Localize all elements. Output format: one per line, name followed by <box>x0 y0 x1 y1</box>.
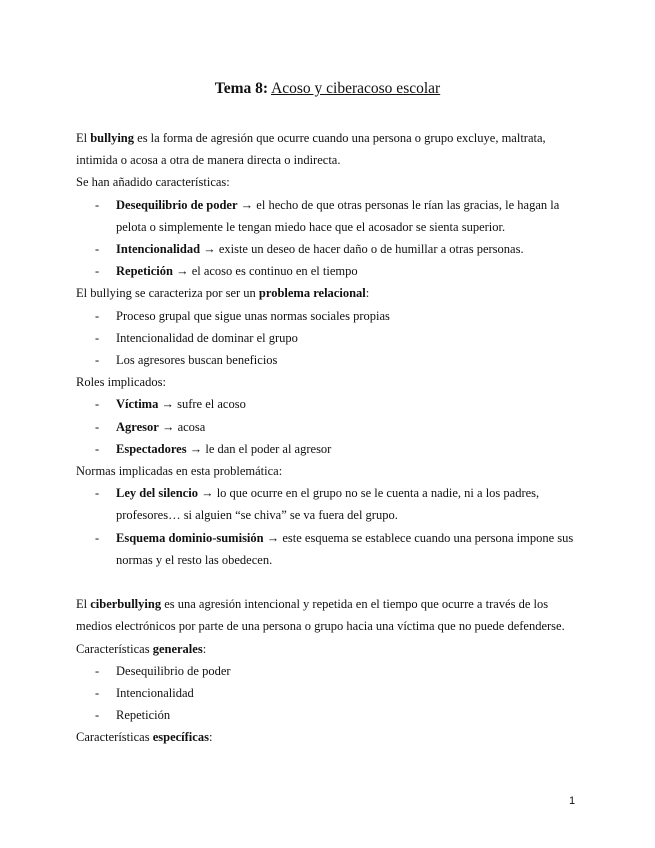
list-item <box>76 305 576 327</box>
roles-list <box>76 393 576 460</box>
item-text: Los agresores buscan beneficios <box>116 353 278 368</box>
text-run: El <box>76 597 91 612</box>
relational-list <box>76 305 576 372</box>
item-term: Ley del silencio <box>116 486 198 501</box>
dash-bullet: - <box>95 353 100 368</box>
characteristics-heading: Se han añadido características: <box>76 175 230 190</box>
item-text: → existe un deseo de hacer daño o de humillar a otras personas. <box>200 242 524 257</box>
specific-characteristics-heading <box>76 726 576 748</box>
item-text: → lo que ocurre en el grupo no se le cuenta a nadie, ni a los padres, profesores… si alguien “se chiva” se va fuera del grupo. <box>116 486 540 523</box>
text-run: El bullying se caracteriza por ser un <box>76 286 259 301</box>
list-item <box>76 482 576 526</box>
dash-bullet: - <box>95 441 100 456</box>
text-run: : <box>365 286 370 301</box>
item-text: → el hecho de que otras personas le rían las gracias, le hagan la pelota o simplemente le tengan miedo hace que el acosador se sienta superior. <box>116 197 560 234</box>
term-generales: generales <box>152 641 203 656</box>
item-term: Víctima <box>116 397 159 412</box>
dash-bullet: - <box>95 686 100 701</box>
list-item <box>76 660 576 682</box>
item-text: → acosa <box>158 419 206 434</box>
item-term: Esquema dominio-sumisión <box>116 530 264 545</box>
text-run: Características <box>76 641 153 656</box>
list-item <box>76 260 576 282</box>
dash-bullet: - <box>95 708 100 723</box>
dash-bullet: - <box>95 308 100 323</box>
list-item <box>76 349 576 371</box>
item-text: → el acoso es continuo en el tiempo <box>172 264 358 279</box>
item-text: Intencionalidad de dominar el grupo <box>116 330 298 345</box>
page-number: 1 <box>569 795 576 807</box>
text-run: es la forma de agresión que ocurre cuando una persona o grupo excluye, maltrata, intimida o acosa a otra de manera directa o indirecta. <box>76 131 546 168</box>
title-prefix: Tema 8: <box>214 80 269 97</box>
bullying-definition <box>76 127 576 171</box>
relational-heading <box>76 282 576 304</box>
text-run: El <box>76 131 91 145</box>
list-item <box>76 527 576 571</box>
characteristics-list <box>76 194 576 283</box>
list-item <box>76 682 576 704</box>
dash-bullet: - <box>95 419 100 434</box>
list-item <box>76 238 576 260</box>
text-run: : <box>208 730 213 745</box>
item-text: → sufre el acoso <box>158 397 246 412</box>
paragraph-gap <box>76 571 576 593</box>
dash-bullet: - <box>95 397 100 412</box>
text-run: Características <box>76 730 153 745</box>
dash-bullet: - <box>95 486 100 501</box>
term-especificas: específicas <box>152 730 209 745</box>
item-text: → este esquema se establece cuando una persona impone sus normas y el resto las obedecen. <box>116 530 574 567</box>
term-relational: problema relacional <box>258 286 366 301</box>
item-term: Intencionalidad <box>116 242 201 257</box>
item-text: → le dan el poder al agresor <box>186 441 332 456</box>
item-term: Desequilibrio de poder <box>116 197 238 212</box>
item-text: Repetición <box>116 708 171 723</box>
general-characteristics-heading <box>76 638 576 660</box>
norms-heading: Normas implicadas en esta problemática: <box>76 464 283 479</box>
general-characteristics-list <box>76 660 576 727</box>
text-run: es una agresión intencional y repetida en el tiempo que ocurre a través de los medios electrónicos por parte de una persona o grupo hacia una víctima que no puede defenderse. <box>76 597 565 634</box>
list-item <box>76 194 576 238</box>
item-term: Espectadores <box>116 441 187 456</box>
list-item <box>76 438 576 460</box>
roles-heading: Roles implicados: <box>76 375 166 390</box>
document-body <box>76 127 576 749</box>
norms-list <box>76 482 576 571</box>
item-text: Proceso grupal que sigue unas normas sociales propias <box>116 308 390 323</box>
item-term: Repetición <box>116 264 173 279</box>
list-item <box>76 393 576 415</box>
dash-bullet: - <box>95 242 100 257</box>
ciberbullying-definition <box>76 593 576 637</box>
list-item <box>76 704 576 726</box>
item-term: Agresor <box>116 419 159 434</box>
page-title <box>0 79 655 99</box>
text-run: : <box>202 641 207 656</box>
term-ciberbullying: ciberbullying <box>90 597 162 612</box>
dash-bullet: - <box>95 330 100 345</box>
term-bullying: bullying <box>90 131 135 145</box>
list-item <box>76 416 576 438</box>
list-item <box>76 327 576 349</box>
item-text: Desequilibrio de poder <box>116 663 231 678</box>
title-text: Acoso y ciberacoso escolar <box>271 80 441 97</box>
dash-bullet: - <box>95 663 100 678</box>
dash-bullet: - <box>95 264 100 279</box>
dash-bullet: - <box>95 197 100 212</box>
dash-bullet: - <box>95 530 100 545</box>
item-text: Intencionalidad <box>116 686 194 701</box>
